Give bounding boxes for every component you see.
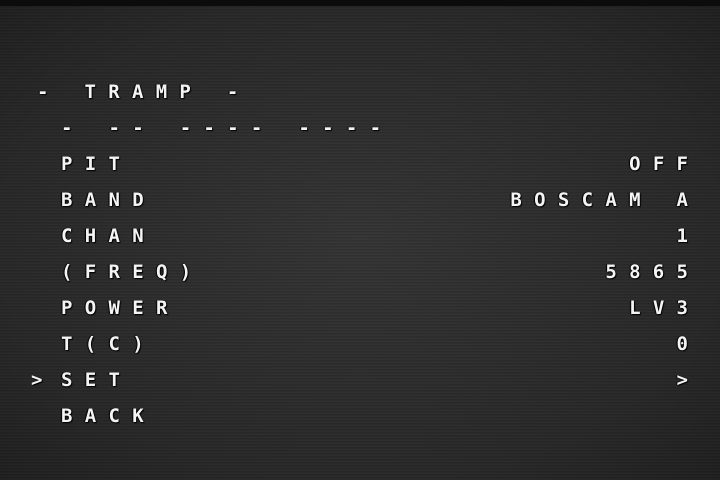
menu-title: - TRAMP - xyxy=(37,81,251,103)
menu-item-temp-label: T(C) xyxy=(61,333,156,355)
menu-item-pit-value[interactable]: OFF xyxy=(629,153,701,175)
selection-cursor-icon: > xyxy=(31,369,43,391)
menu-item-power-label[interactable]: POWER xyxy=(61,297,180,319)
menu-item-band-label[interactable]: BAND xyxy=(61,189,156,211)
menu-item-band-value[interactable]: BOSCAM A xyxy=(510,189,701,211)
menu-item-power-value[interactable]: LV3 xyxy=(629,297,701,319)
menu-item-set-label[interactable]: SET xyxy=(61,369,133,391)
menu-separator: - -- ---- ---- xyxy=(61,117,394,139)
menu-item-chan-label[interactable]: CHAN xyxy=(61,225,156,247)
menu-item-freq-value: 5865 xyxy=(605,261,701,283)
menu-item-set-arrow-icon[interactable]: > xyxy=(676,369,701,391)
menu-item-pit-label[interactable]: PIT xyxy=(61,153,133,175)
menu-item-back-label[interactable]: BACK xyxy=(61,405,156,427)
menu-item-chan-value[interactable]: 1 xyxy=(676,225,701,247)
menu-item-freq-label: (FREQ) xyxy=(61,261,204,283)
top-border xyxy=(0,0,720,6)
menu-item-temp-value: 0 xyxy=(676,333,701,355)
